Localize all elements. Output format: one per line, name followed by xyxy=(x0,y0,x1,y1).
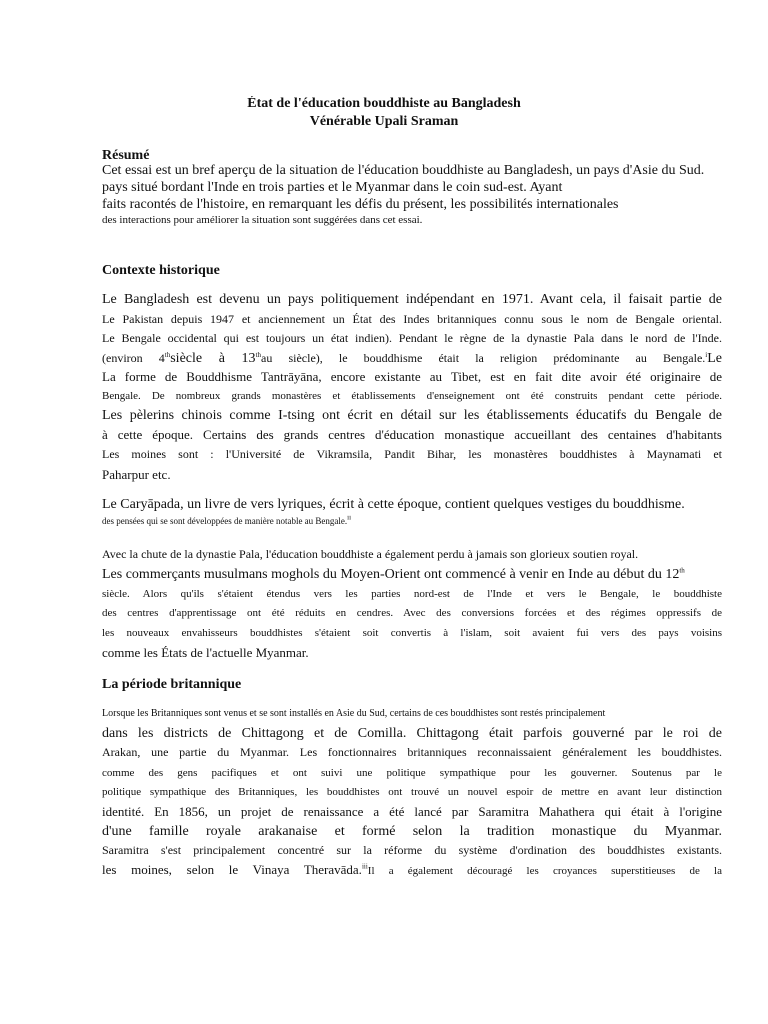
section-heading-contexte: Contexte historique xyxy=(102,263,220,278)
paragraph-line: Saramitra s'est principalement concentré sur la réforme du système d'ordination des bouddhistes existants. xyxy=(102,844,722,857)
superscript: th xyxy=(255,351,262,359)
paragraph-line: des centres d'apprentissage ont été réduits en cendres. Avec des conversions forcées et des régimes oppressifs de xyxy=(102,607,722,619)
paragraph-line-with-note xyxy=(102,567,722,583)
paragraph-line: Les moines sont : l'Université de Vikramsila, Pandit Bihar, les monastères bouddhistes à Maynamati et xyxy=(102,448,722,461)
paragraph-line-with-note xyxy=(102,863,722,878)
paragraph-line: Lorsque les Britanniques sont venus et se sont installés en Asie du Sud, certains de ces bouddhistes sont restés principalement xyxy=(102,708,606,719)
paragraph-line: dans les districts de Chittagong et de Comilla. Chittagong était parfois gouverné par le roi de xyxy=(102,726,722,741)
text-run: siècle à 13 xyxy=(170,351,256,366)
section-heading-britannique: La période britannique xyxy=(102,677,242,692)
abstract-line: faits racontés de l'histoire, en remarquant les défis du présent, les possibilités internationales xyxy=(102,197,619,212)
text-run: Il a également découragé les croyances superstitieuses de la xyxy=(367,865,722,877)
text-run: Le xyxy=(707,351,722,366)
paragraph-line: Le Pakistan depuis 1947 et anciennement un État des Indes britanniques connu sous le nom de Bengale oriental. xyxy=(102,313,722,326)
paragraph-line: politique sympathique des Britanniques, les bouddhistes ont trouvé un nouvel espoir de mettre en avant leur distinction xyxy=(102,786,722,798)
paragraph-line-with-note xyxy=(102,515,722,528)
paragraph-line: Le Caryāpada, un livre de vers lyriques, écrit à cette époque, contient quelques vestiges du bouddhisme. xyxy=(102,497,685,512)
abstract-line: Cet essai est un bref aperçu de la situation de l'éducation bouddhiste au Bangladesh, un pays d'Asie du Sud. xyxy=(102,163,705,178)
abstract-line: pays situé bordant l'Inde en trois parties et le Myanmar dans le coin sud-est. Ayant xyxy=(102,180,563,195)
text-run: Les commerçants musulmans moghols du Moyen-Orient ont commencé à venir en Inde au début du 12 xyxy=(102,567,680,582)
paragraph-line: Paharpur etc. xyxy=(102,468,171,482)
abstract-line: des interactions pour améliorer la situation sont suggérées dans cet essai. xyxy=(102,214,423,226)
text-run: des pensées qui se sont développées de manière notable au Bengale. xyxy=(102,516,348,526)
paragraph-line-with-notes xyxy=(102,351,722,367)
paragraph-line: identité. En 1856, un projet de renaissance a été lancé par Saramitra Mahathera qui était à l'origine xyxy=(102,805,722,819)
paragraph-line: Avec la chute de la dynastie Pala, l'éducation bouddhiste a également perdu à jamais son glorieux soutien royal. xyxy=(102,548,639,561)
paragraph-line: d'une famille royale arakanaise et formé selon la tradition monastique du Myanmar. xyxy=(102,824,722,839)
footnote-marker: ii xyxy=(347,515,352,522)
text-run: (environ 4 xyxy=(102,351,165,365)
footnote-marker: iii xyxy=(361,863,368,871)
paragraph-line: siècle. Alors qu'ils s'étaient étendus vers les parties nord-est de l'Inde et vers le Bengale, le bouddhiste xyxy=(102,588,722,600)
paragraph-line: à cette époque. Certains des grands centres d'éducation monastique accueillant des centaines d'habitants xyxy=(102,428,722,442)
footnote-marker: i xyxy=(705,351,708,359)
text-run: au siècle), le bouddhisme était la religion prédominante au Bengale. xyxy=(261,351,706,365)
abstract-heading: Résumé xyxy=(102,148,150,163)
paragraph-line: La forme de Bouddhisme Tantrāyāna, encore existante au Tibet, est en fait dite avoir été originaire de xyxy=(102,370,722,384)
document-author: Vénérable Upali Sraman xyxy=(309,114,459,129)
document-title: État de l'éducation bouddhiste au Bangladesh xyxy=(247,96,521,111)
paragraph-line: les nouveaux envahisseurs bouddhistes s'étaient soit convertis à l'islam, soit avaient fui vers des pays voisins xyxy=(102,627,722,639)
paragraph-line: comme les États de l'actuelle Myanmar. xyxy=(102,646,309,660)
paragraph-line: Arakan, une partie du Myanmar. Les fonctionnaires britanniques reconnaissaient généralement les bouddhistes. xyxy=(102,746,722,759)
superscript: th xyxy=(679,567,685,575)
superscript: th xyxy=(164,351,171,359)
paragraph-line: Les pèlerins chinois comme I-tsing ont écrit en détail sur les établissements éducatifs du Bengale de xyxy=(102,408,722,423)
paragraph-line: comme des gens pacifiques et ont suivi une politique sympathique pour les gouverner. Soutenus par le xyxy=(102,767,722,779)
text-run: les moines, selon le Vinaya Theravāda. xyxy=(102,863,362,877)
paragraph-line: Bengale. De nombreux grands monastères et établissements d'enseignement ont été construits pendant cette période. xyxy=(102,390,722,402)
paragraph-line: Le Bangladesh est devenu un pays politiquement indépendant en 1971. Avant cela, il faisait partie de xyxy=(102,292,722,307)
paragraph-line: Le Bengale occidental qui est toujours un état indien). Pendant le règne de la dynastie Pala dans le nord de l'Inde. xyxy=(102,332,722,345)
